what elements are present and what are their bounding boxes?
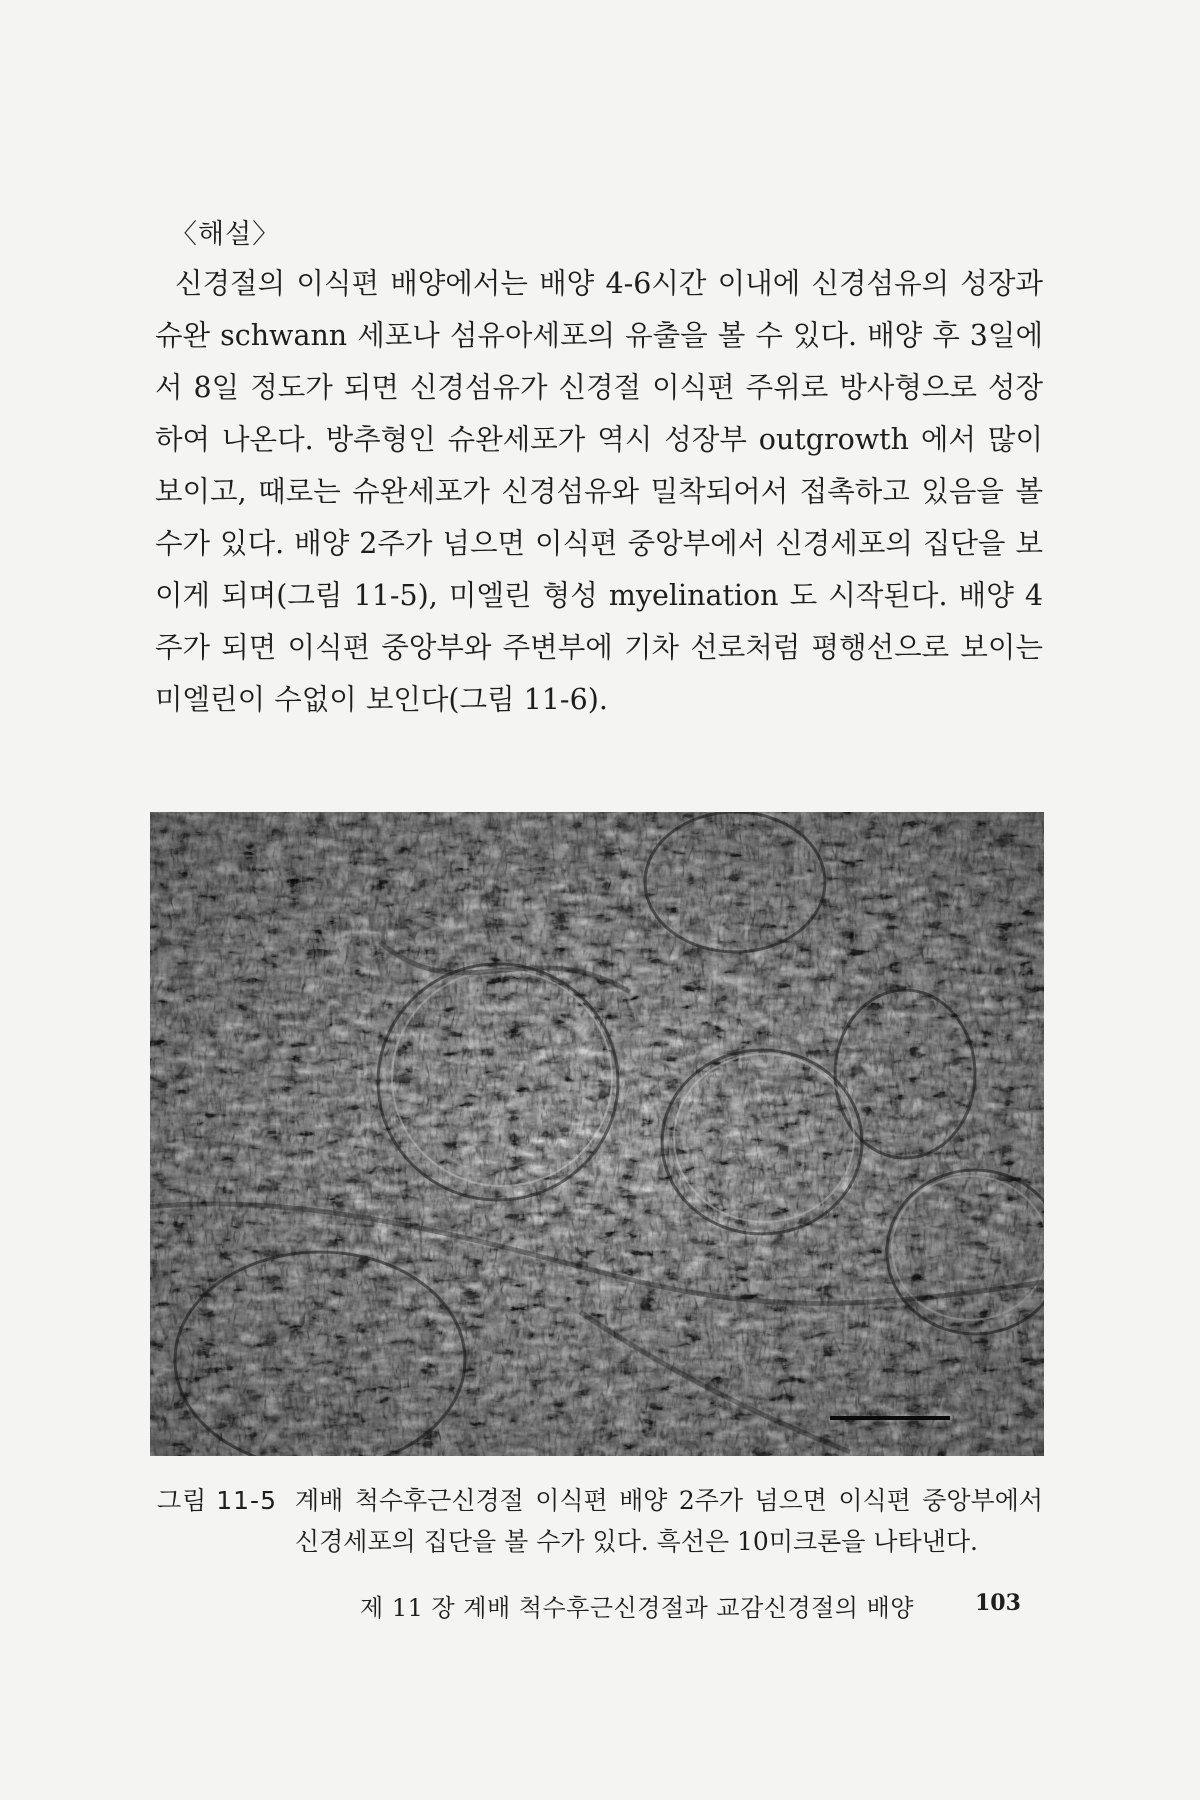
scale-bar [830,1416,950,1420]
micrograph-figure [150,812,1044,1456]
body-text [155,258,1043,726]
caption-text: 계배 척수후근신경절 이식편 배양 2주가 넘으면 이식편 중앙부에서 신경세포의 집단을 볼 수가 있다. 흑선은 10미크론을 나타낸다. [295,1486,1043,1556]
caption-label: 그림 11-5 [157,1486,277,1515]
section-heading: 〈해설〉 [170,219,281,250]
running-footer: 제 11 장 계배 척수후근신경절과 교감신경절의 배양 [360,1594,914,1622]
micrograph-image [150,812,1044,1456]
page-number: 103 [975,1590,1021,1616]
body-paragraph: 신경절의 이식편 배양에서는 배양 4-6시간 이내에 신경섬유의 성장과 슈완 schwann 세포나 섬유아세포의 유출을 볼 수 있다. 배양 후 3일에서 8일 정도가 되면 신경섬유가 신경절 이식편 주위로 방사형으로 성장하여 나온다. 방추형인 슈완세포가 역시 성장부 outgrowth 에서 많이 보이고, 때로는 슈완세포가 신경섬유와 밀착되어서 접촉하고 있음을 볼 수가 있다. 배양 2주가 넘으면 이식편 중앙부에서 신경세포의 집단을 보이게 되며(그림 11-5), 미엘린 형성 myelination 도 시작된다. 배양 4주가 되면 이식편 중앙부와 주변부에 기차 선로처럼 평행선으로 보이는 미엘린이 수없이 보인다(그림 11-6). [155,267,1043,716]
